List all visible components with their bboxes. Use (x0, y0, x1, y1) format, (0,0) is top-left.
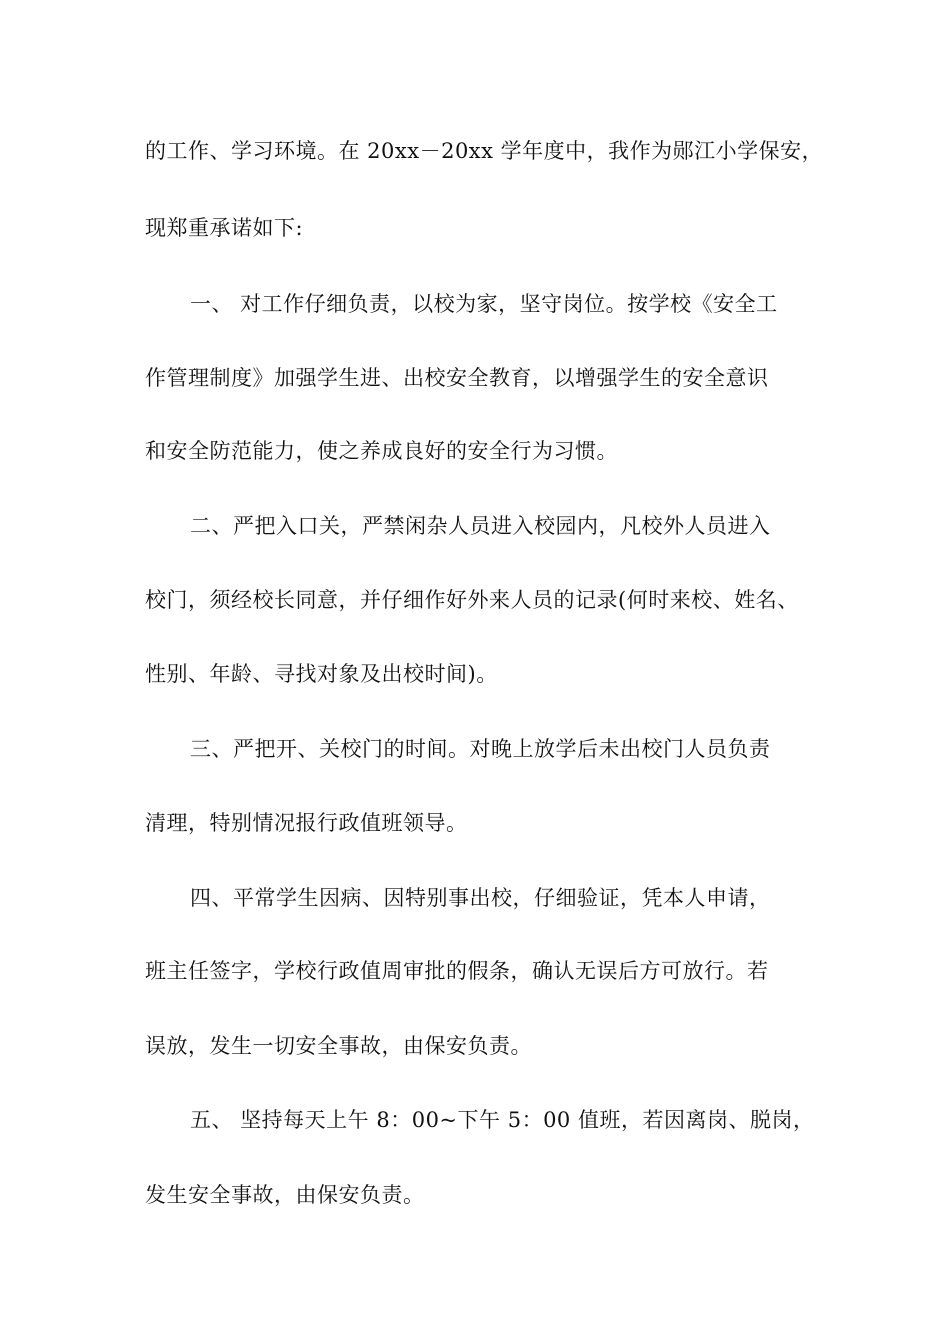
text-line: 发生安全事故，由保安负责。 (145, 1183, 425, 1207)
text-line: 现郑重承诺如下: (145, 216, 304, 240)
text-line: 性别、年龄、寻找对象及出校时间)。 (145, 662, 498, 686)
text-line: 作管理制度》加强学生进、出校安全教育，以增强学生的安全意识 (145, 366, 769, 390)
text-line: 误放，发生一切安全事故，由保安负责。 (145, 1034, 532, 1058)
paragraph-2-line: 二、严把入口关，严禁闲杂人员进入校园内，凡校外人员进入 (190, 514, 771, 538)
text-line: 的工作、学习环境。在 20xx－20xx 学年度中，我作为郧江小学保安， (145, 139, 824, 163)
paragraph-5-line: 五、 坚持每天上午 8：00~下午 5：00 值班，若因离岗、脱岗， (190, 1108, 815, 1132)
text-line: 校门，须经校长同意，并仔细作好外来人员的记录(何时来校、姓名、 (145, 588, 799, 612)
paragraph-4-line: 四、平常学生因病、因特别事出校，仔细验证，凭本人申请， (190, 886, 771, 910)
text-line: 班主任签字，学校行政值周审批的假条，确认无误后方可放行。若 (145, 959, 769, 983)
paragraph-3-line: 三、严把开、关校门的时间。对晚上放学后未出校门人员负责 (190, 737, 771, 761)
text-line: 清理，特别情况报行政值班领导。 (145, 811, 468, 835)
paragraph-1-line: 一、 对工作仔细负责，以校为家，坚守岗位。按学校《安全工 (190, 292, 778, 316)
text-line: 和安全防范能力，使之养成良好的安全行为习惯。 (145, 439, 618, 463)
